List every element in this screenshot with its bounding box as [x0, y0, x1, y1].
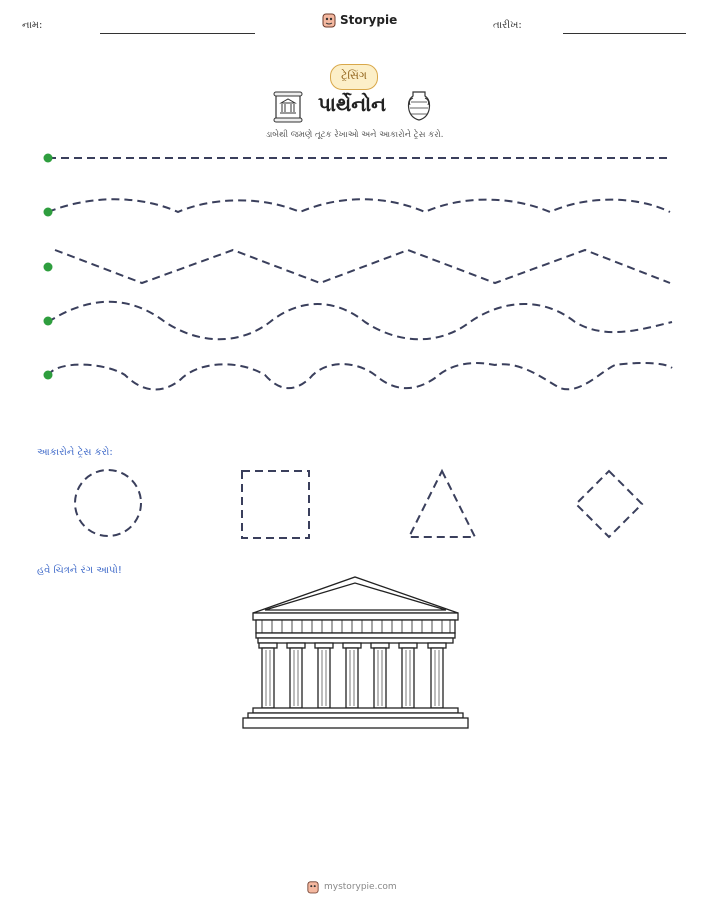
- parthenon-illustration[interactable]: [243, 577, 468, 728]
- trace-shape-square[interactable]: [242, 471, 309, 538]
- trace-line-wave[interactable]: [48, 302, 672, 340]
- brand-name: Storypie: [340, 13, 398, 27]
- section-heading-color: હવે ચિત્રને રંગ આપો!: [37, 565, 122, 576]
- start-dot: [44, 208, 53, 217]
- trace-line-bumps[interactable]: [48, 363, 672, 389]
- trace-shape-triangle[interactable]: [409, 471, 475, 537]
- trace-line-wave[interactable]: [48, 199, 670, 212]
- date-label: તારીખ:: [493, 20, 522, 31]
- instructions: ડાબેથી જમણે તૂટક રેખાઓ અને આકારોને ટ્રેસ કરો.: [265, 130, 444, 140]
- section-heading-shapes: આકારોને ટ્રેસ કરો:: [37, 447, 113, 458]
- start-dot: [44, 317, 53, 326]
- start-dot: [44, 154, 53, 163]
- tracing-badge: ટ્રેસિંગ: [330, 64, 378, 90]
- name-label: નામ:: [22, 20, 43, 31]
- start-dot: [44, 371, 53, 380]
- trace-shape-diamond[interactable]: [576, 471, 642, 537]
- start-dot: [44, 263, 53, 272]
- page-title: પાર્થેનોન: [318, 92, 387, 116]
- footer-url[interactable]: mystorypie.com: [324, 882, 397, 892]
- storypie-mascot-icon: [307, 880, 319, 894]
- footer: [307, 880, 397, 894]
- trace-line-zigzag[interactable]: [55, 250, 670, 283]
- trace-shape-circle[interactable]: [75, 470, 141, 536]
